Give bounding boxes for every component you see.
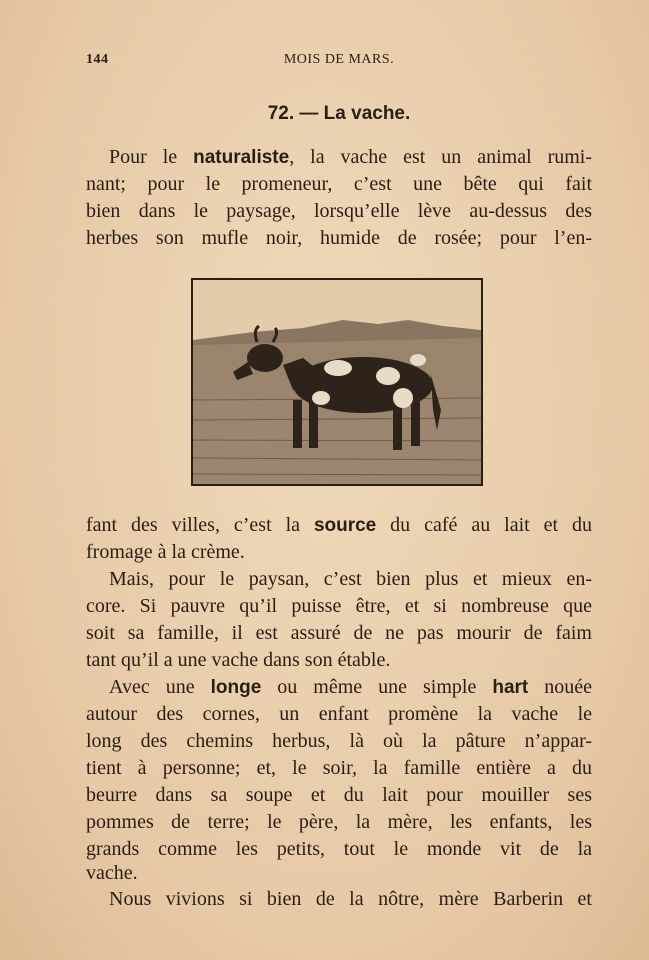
- text-line: Mais, pour le paysan, c’est bien plus et mieux en-: [109, 568, 592, 590]
- bold-term-source: source: [313, 515, 377, 536]
- text-line: grands comme les petits, tout le monde vit de la: [86, 838, 592, 860]
- text-line: [86, 674, 592, 700]
- text-line: vache.: [86, 862, 138, 884]
- text-span: Avec une: [109, 676, 211, 698]
- bold-term-naturaliste: naturaliste: [193, 147, 290, 168]
- text-line: bien dans le paysage, lorsqu’elle lève au-dessus des: [86, 200, 592, 222]
- page-number: 144: [86, 52, 109, 67]
- cow-illustration: [191, 278, 483, 486]
- text-span: , la vache est un animal rumi-: [289, 146, 593, 168]
- text-line: tient à personne; et, le soir, la famille entière a du: [86, 757, 592, 779]
- text-span: Pour le: [109, 146, 194, 168]
- text-line: nant; pour le promeneur, c’est une bête qui fait: [86, 173, 592, 195]
- text-line: autour des cornes, un enfant promène la vache le: [86, 703, 592, 725]
- text-line: tant qu’il a une vache dans son étable.: [86, 649, 391, 671]
- text-line: soit sa famille, il est assuré de ne pas mourir de faim: [86, 622, 592, 644]
- text-span: nouée: [528, 676, 593, 698]
- text-line: core. Si pauvre qu’il puisse être, et si nombreuse que: [86, 595, 592, 617]
- text-line: long des chemins herbus, là où la pâture n’appar-: [86, 730, 592, 752]
- bold-term-longe: longe: [210, 677, 262, 698]
- text-line: Nous vivions si bien de la nôtre, mère Barberin et: [109, 888, 592, 910]
- text-line: [86, 144, 592, 170]
- text-line: herbes son mufle noir, humide de rosée; pour l’en-: [86, 227, 592, 249]
- text-line: pommes de terre; le père, la mère, les enfants, les: [86, 811, 592, 833]
- text-span: du café au lait et du: [376, 514, 592, 536]
- text-line: fromage à la crème.: [86, 541, 245, 563]
- cow-engraving-image: [193, 280, 481, 484]
- chapter-title: 72. — La vache.: [267, 103, 411, 124]
- running-head: MOIS DE MARS.: [283, 52, 395, 67]
- text-span: ou même une simple: [261, 676, 493, 698]
- text-line: [86, 512, 592, 538]
- text-line: beurre dans sa soupe et du lait pour mouiller ses: [86, 784, 592, 806]
- bold-term-hart: hart: [492, 677, 529, 698]
- page-header: [86, 52, 592, 72]
- text-span: fant des villes, c’est la: [86, 514, 314, 536]
